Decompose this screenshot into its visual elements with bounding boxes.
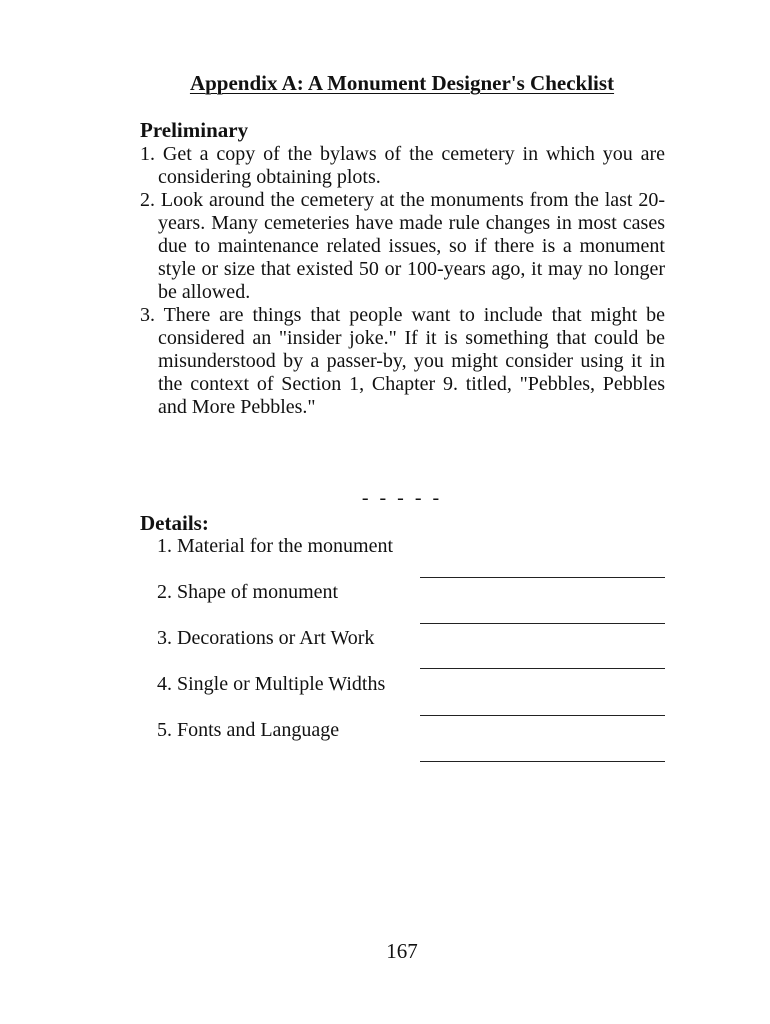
item-number: 3.	[140, 304, 155, 326]
item-text: Look around the cemetery at the monuments from the last 20-years. Many cemeteries have made rule changes in most cases due to maintenance related issues, so if there is a monument style or size that existed 50 or 100-years ago, it may no longer be allowed.	[158, 189, 665, 303]
fill-in-line-decorations	[420, 668, 665, 669]
fill-in-line-widths	[420, 715, 665, 716]
item-text: There are things that people want to include that might be considered an "insider joke." If it is something that could be misunderstood by a passer-by, you might consider using it in the context of Section 1, Chapter 9. titled, "Pebbles, Pebbles and More Pebbles."	[158, 304, 665, 418]
details-heading: Details:	[140, 511, 209, 535]
preliminary-item	[140, 143, 665, 189]
detail-item-fonts: 5. Fonts and Language	[157, 719, 340, 741]
fill-in-line-fonts	[420, 761, 665, 762]
page-number: 167	[386, 939, 418, 963]
preliminary-heading: Preliminary	[140, 118, 249, 142]
fill-in-line-material	[420, 577, 665, 578]
detail-item-widths: 4. Single or Multiple Widths	[157, 673, 386, 695]
preliminary-item	[140, 189, 665, 304]
item-number: 2.	[140, 189, 155, 211]
fill-in-line-shape	[420, 623, 665, 624]
item-text: Get a copy of the bylaws of the cemetery in which you are considering obtaining plots.	[158, 143, 666, 188]
item-number: 1.	[140, 143, 155, 165]
section-separator: - - - - -	[361, 487, 443, 509]
detail-item-shape: 2. Shape of monument	[157, 581, 339, 603]
page-title: Appendix A: A Monument Designer's Checklist	[189, 71, 615, 95]
detail-item-material: 1. Material for the monument	[157, 535, 394, 557]
preliminary-list	[140, 143, 665, 419]
detail-item-decorations: 3. Decorations or Art Work	[157, 627, 375, 649]
preliminary-item	[140, 304, 665, 419]
